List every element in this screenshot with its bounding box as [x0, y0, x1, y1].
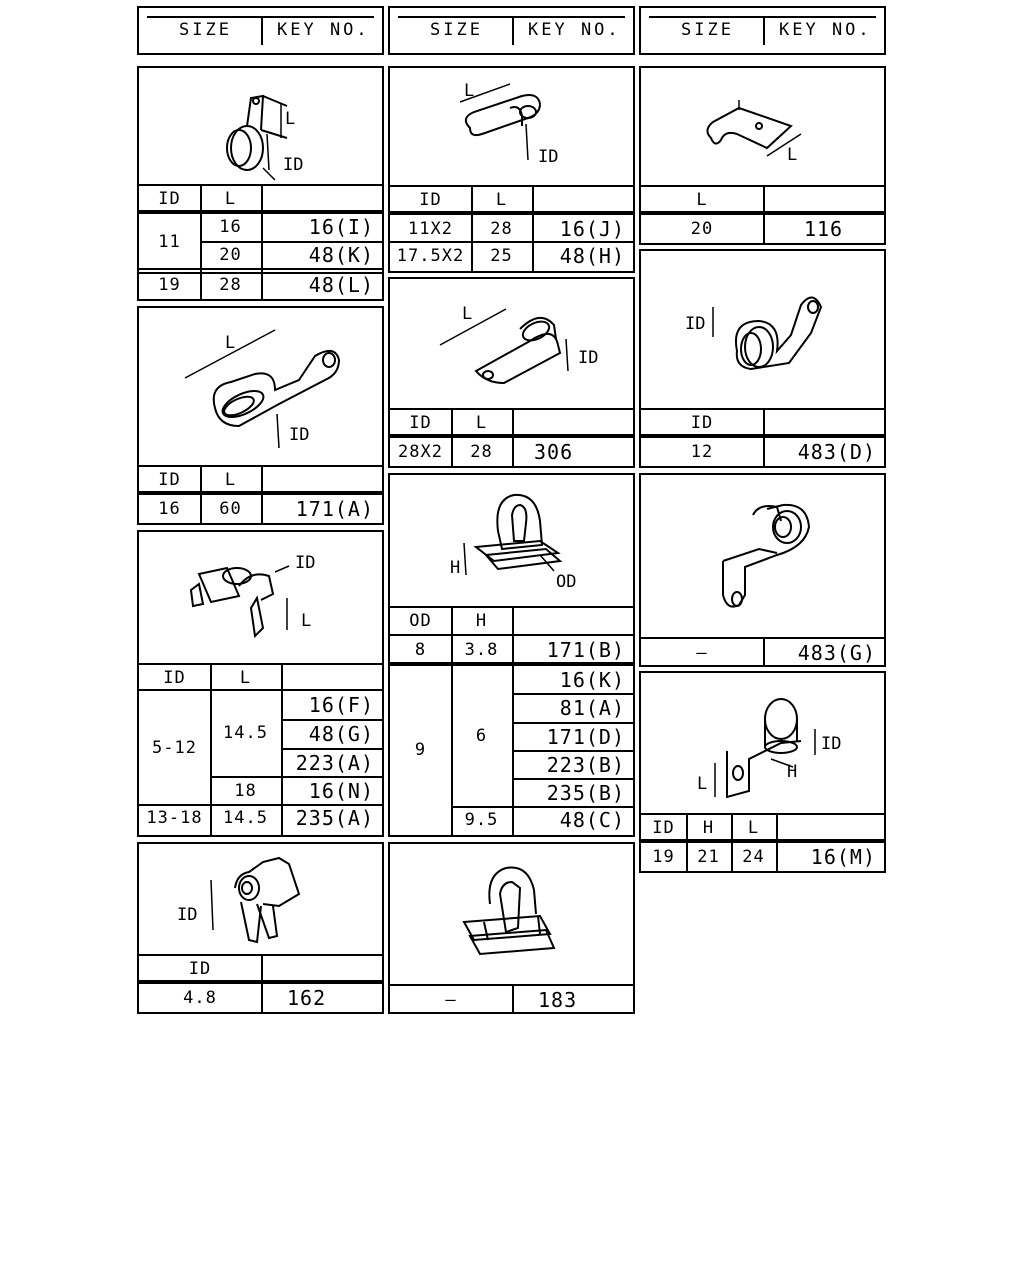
col-l-header: L	[495, 190, 508, 210]
clip-drawing-12	[390, 844, 633, 986]
key-no-cell: 306	[534, 440, 574, 464]
key-no-cell: 483(G)	[797, 641, 876, 665]
cell-l: 25	[490, 246, 513, 266]
clip-drawing-3	[641, 68, 884, 186]
cell-id: 12	[690, 442, 714, 462]
dim-L-label: L	[301, 611, 312, 631]
clip-panel-7	[137, 530, 384, 837]
dim-ID-label: ID	[289, 425, 310, 445]
col-id-header: ID	[163, 668, 186, 688]
key-no-cell: 16(F)	[308, 692, 374, 717]
clip-drawing-7	[139, 532, 382, 666]
clip-drawing-11	[139, 844, 382, 958]
cell-l: 20	[219, 245, 242, 265]
col-l-header: L	[224, 189, 237, 209]
key-no-cell: 48(L)	[308, 272, 374, 297]
key-no-cell: 223(A)	[295, 750, 374, 775]
header-col-1	[137, 6, 384, 55]
clip-drawing-2	[390, 68, 633, 186]
cell-id: 28X2	[398, 442, 443, 462]
key-no-cell: 16(N)	[308, 778, 374, 803]
size-header: SIZE	[681, 20, 734, 40]
cell-od: 8	[414, 640, 427, 660]
clip-drawing-6	[641, 251, 884, 411]
header-col-2	[388, 6, 635, 55]
clip-panel-6	[639, 249, 886, 468]
size-header: SIZE	[179, 20, 232, 40]
col-id-header: ID	[409, 413, 432, 433]
col-od-header: OD	[409, 611, 432, 631]
key-no-cell: 16(K)	[559, 667, 625, 692]
key-no-cell: 48(H)	[559, 244, 625, 268]
key-no-cell: 48(G)	[308, 721, 374, 746]
clip-panel-3	[639, 66, 886, 245]
key-no-cell: 171(B)	[546, 638, 625, 662]
dim-L-label: L	[462, 304, 473, 324]
dim-L-label: L	[285, 109, 296, 129]
dim-H-label: H	[450, 558, 461, 578]
key-no-cell: 235(B)	[546, 780, 625, 805]
dim-L-label: L	[464, 81, 475, 101]
clip-drawing-9	[641, 475, 884, 637]
key-no-header: KEY NO.	[528, 20, 621, 40]
cell-id: 16	[158, 499, 181, 519]
key-no-header: KEY NO.	[277, 20, 370, 40]
dim-ID-label: ID	[283, 155, 304, 175]
cell-l: 24	[742, 847, 765, 867]
col-l-header: L	[747, 818, 760, 838]
key-no-cell: 48(K)	[308, 243, 374, 267]
dim-ID-label: ID	[538, 147, 559, 167]
col-id-header: ID	[158, 470, 181, 490]
dim-L-label: L	[787, 145, 798, 165]
key-no-cell: 235(A)	[295, 806, 374, 830]
col-l-header: L	[475, 413, 488, 433]
clip-panel-11	[137, 842, 384, 1014]
dim-ID-label: ID	[578, 348, 599, 368]
col-l-header: L	[224, 470, 237, 490]
cell-l: 16	[219, 216, 242, 237]
col-id-header: ID	[158, 189, 181, 209]
cell-id: 19	[158, 274, 181, 295]
col-l-header: L	[696, 190, 708, 210]
col-id-header: ID	[188, 959, 212, 979]
cell-id: 11	[158, 232, 181, 252]
key-no-cell: 81(A)	[559, 695, 625, 720]
clip-drawing-5	[390, 279, 633, 411]
key-no-cell: 48(C)	[559, 808, 625, 832]
dim-ID-label: ID	[685, 314, 706, 334]
dim-H-label: H	[787, 762, 798, 782]
cell-h: 6	[475, 726, 488, 746]
cell-l: 14.5	[223, 723, 268, 743]
col-id-header: ID	[690, 413, 714, 433]
col-h-header: H	[475, 611, 488, 631]
dim-L-label: L	[697, 774, 708, 794]
cell-l: 28	[219, 274, 242, 295]
cell-id: 11X2	[408, 219, 453, 239]
cell-id: 5-12	[152, 737, 197, 758]
clip-panel-4	[137, 306, 384, 525]
cell-h: 3.8	[464, 640, 499, 660]
cell-id: 4.8	[183, 988, 217, 1008]
dim-OD-label: OD	[556, 572, 577, 592]
clip-panel-1	[137, 66, 384, 301]
size-header: SIZE	[430, 20, 483, 40]
cell-l: 28	[490, 219, 513, 239]
key-no-cell: 16(I)	[308, 214, 374, 239]
cell-l: 28	[470, 442, 493, 462]
col-id-header: ID	[419, 190, 442, 210]
clip-drawing-1	[139, 68, 382, 188]
clip-panel-2	[388, 66, 635, 273]
clip-panel-5	[388, 277, 635, 468]
cell-id: 17.5X2	[396, 246, 465, 266]
header-col-3	[639, 6, 886, 55]
key-no-cell: 183	[538, 988, 578, 1012]
cell-id: 19	[652, 847, 675, 867]
col-id-header: ID	[652, 818, 675, 838]
clip-drawing-8	[390, 475, 633, 609]
clip-drawing-10	[641, 673, 884, 817]
cell-l: 20	[690, 219, 714, 239]
cell-l: 60	[219, 499, 242, 519]
col-l-header: L	[239, 668, 252, 688]
key-no-cell: 116	[803, 217, 844, 241]
dim-ID-label: ID	[177, 905, 198, 925]
key-no-header: KEY NO.	[779, 20, 872, 40]
dim-ID-label: ID	[295, 553, 316, 573]
clip-panel-9	[639, 473, 886, 667]
cell-h: 21	[697, 847, 720, 867]
col-h-header: H	[702, 818, 715, 838]
key-no-cell: 483(D)	[797, 440, 876, 464]
clip-panel-12	[388, 842, 635, 1014]
clip-drawing-4	[139, 308, 382, 468]
cell-od: 9	[414, 739, 427, 760]
clip-panel-8	[388, 473, 635, 837]
key-no-cell: 16(J)	[559, 217, 625, 241]
dim-L-label: L	[225, 333, 236, 353]
key-no-cell: 171(A)	[295, 497, 374, 521]
key-no-cell: 16(M)	[810, 845, 876, 869]
key-no-cell: 162	[287, 986, 327, 1010]
cell-h: 9.5	[464, 810, 499, 830]
clip-panel-10	[639, 671, 886, 873]
dash-cell: —	[696, 643, 708, 663]
key-no-cell: 171(D)	[546, 724, 625, 749]
key-no-cell: 223(B)	[546, 752, 625, 777]
cell-l: 18	[234, 780, 257, 801]
cell-l: 14.5	[223, 808, 268, 828]
cell-id: 13-18	[146, 808, 203, 828]
dash-cell: —	[445, 990, 457, 1010]
dim-ID-label: ID	[821, 734, 842, 754]
